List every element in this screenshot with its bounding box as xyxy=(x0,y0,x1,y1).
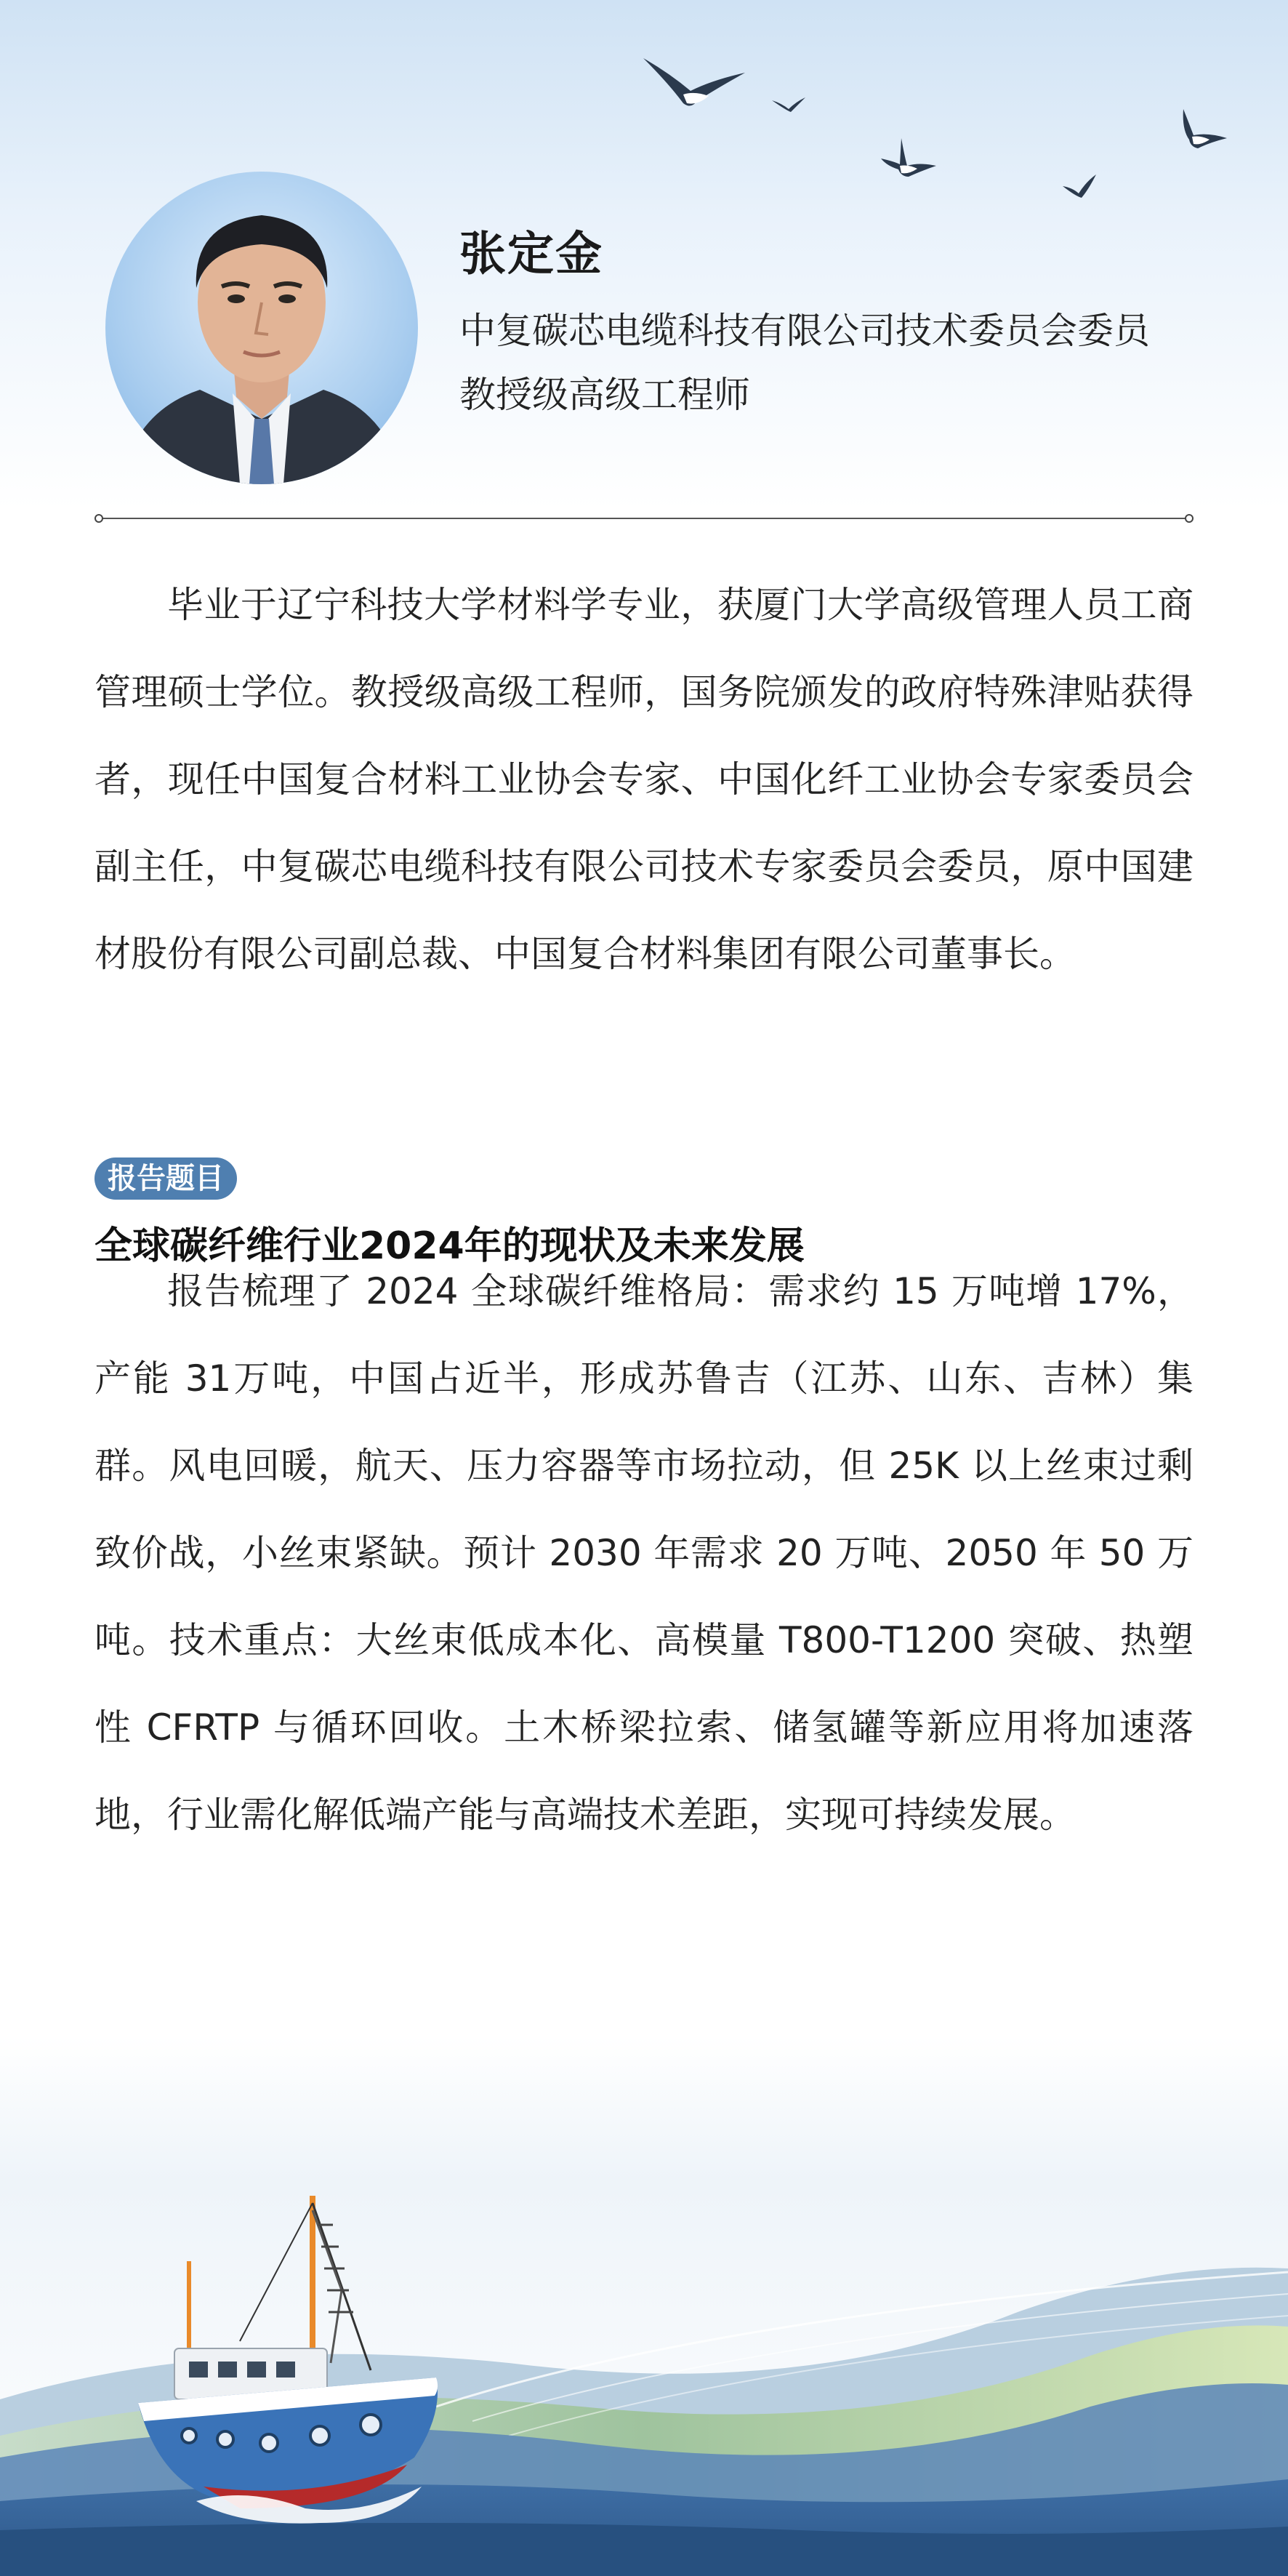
seagull-icon xyxy=(1176,108,1228,153)
ship-illustration xyxy=(0,2094,1288,2576)
report-summary: 报告梳理了 2024 全球碳纤维格局：需求约 15 万吨增 17%，产能 31万吨，中国占近半，形成苏鲁吉（江苏、山东、吉林）集群。风电回暖，航天、压力容器等市场拉动，但 25K 以上丝束过剩致价战，小丝束紧缺。预计 2030 年需求 20 万吨、2050 年 50 万吨。技术重点：大丝束低成本化、高模量 T800-T1200 突破、热塑性 CFRTP 与循环回收。土木桥梁拉索、储氢罐等新应用将加速落地，行业需化解低端产能与高端技术差距，实现可持续发展。 xyxy=(94,1270,1194,1836)
section-divider xyxy=(94,512,1194,525)
report-title: 全球碳纤维行业2024年的现状及未来发展 xyxy=(94,1224,805,1268)
seagull-icon xyxy=(640,51,749,124)
seagull-icon xyxy=(770,93,807,115)
report-badge: 报告题目 xyxy=(94,1157,237,1200)
person-portrait-icon xyxy=(105,172,418,484)
speaker-title-rank: 教授级高级工程师 xyxy=(459,374,750,416)
speaker-bio: 毕业于辽宁科技大学材料学专业，获厦门大学高级管理人员工商管理硕士学位。教授级高级工程师，国务院颁发的政府特殊津贴获得者，现任中国复合材料工业协会专家、中国化纤工业协会专家委员会副主任，中复碳芯电缆科技有限公司技术专家委员会委员，原中国建材股份有限公司副总裁、中国复合材料集团有限公司董事长。 xyxy=(94,584,1194,975)
speaker-title-position: 中复碳芯电缆科技有限公司技术委员会委员 xyxy=(459,310,1150,352)
speaker-name: 张定金 xyxy=(459,228,603,281)
seagull-icon xyxy=(880,137,938,188)
seagull-icon xyxy=(1061,172,1098,201)
speaker-portrait xyxy=(105,172,418,484)
